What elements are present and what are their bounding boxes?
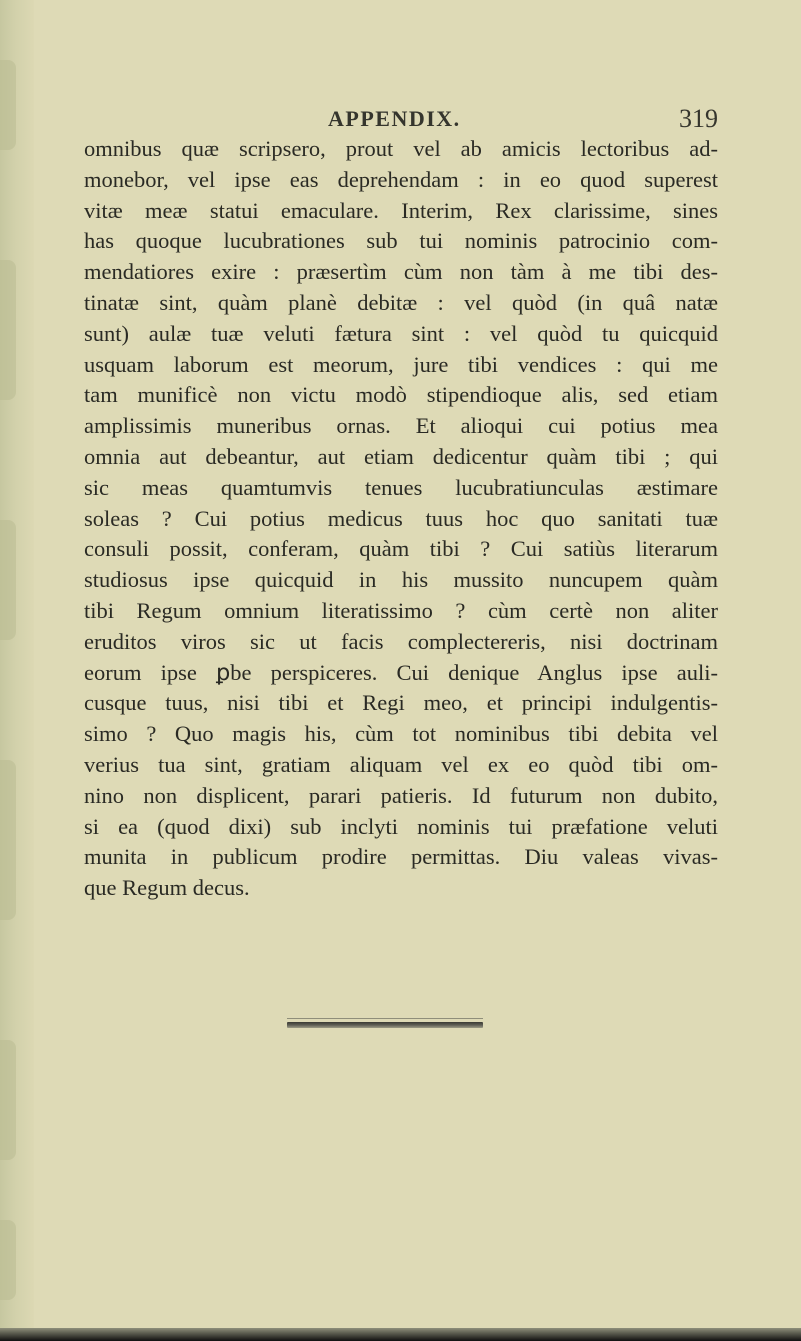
text-line: omnibus quæ scripsero, prout vel ab amicis lectoribus ad-: [84, 136, 718, 161]
page-number: 319: [679, 104, 718, 133]
page-bottom-edge: [0, 1328, 801, 1341]
gutter-stain: [0, 1220, 16, 1300]
gutter-stain: [0, 760, 16, 920]
ornament-rule-hairline: [287, 1018, 483, 1019]
text-line: studiosus ipse quicquid in his mussito nuncupem quàm: [84, 567, 718, 593]
gutter-stain: [0, 60, 16, 150]
running-head: [84, 104, 718, 134]
text-line: amplissimis muneribus ornas. Et alioqui cui potius mea: [84, 413, 718, 439]
text-line-final: que Regum decus.: [84, 875, 250, 901]
gutter-stain: [0, 520, 16, 640]
text-line: verius tua sint, gratiam aliquam vel ex eo quòd tibi om-: [84, 751, 718, 777]
text-line: nino non displicent, parari patieris. Id futurum non dubito,: [84, 782, 718, 808]
text-line: simo ? Quo magis his, cùm tot nominibus tibi debita vel: [84, 721, 718, 747]
text-line: omnia aut debeantur, aut etiam dedicentur quàm tibi ; qui: [84, 443, 718, 469]
body-text: [84, 134, 718, 904]
gutter-stain: [0, 1040, 16, 1160]
ornament-rule: [287, 1022, 483, 1028]
text-line: cusque tuus, nisi tibi et Regi meo, et principi indulgentis-: [84, 690, 718, 716]
text-line: monebor, vel ipse eas deprehendam : in eo quod superest: [84, 166, 718, 192]
text-line: mendatiores exire : præsertìm cùm non tàm à me tibi des-: [84, 259, 718, 285]
text-line: sic meas quamtumvis tenues lucubratiunculas æstimare: [84, 474, 718, 500]
gutter-stain: [0, 260, 16, 400]
text-line: munita in publicum prodire permittas. Diu valeas vivas-: [84, 844, 718, 870]
text-line: has quoque lucubrationes sub tui nominis patrocinio com-: [84, 228, 718, 254]
text-line: vitæ meæ statui emaculare. Interim, Rex clarissime, sines: [84, 197, 718, 223]
text-line: tinatæ sint, quàm planè debitæ : vel quòd (in quâ natæ: [84, 289, 718, 315]
text-line: tam munificè non victu modò stipendioque alis, sed etiam: [84, 382, 718, 408]
text-line: soleas ? Cui potius medicus tuus hoc quo sanitati tuæ: [84, 505, 718, 531]
text-line: sunt) aulæ tuæ veluti fætura sint : vel quòd tu quicquid: [84, 320, 718, 346]
binding-gutter: [0, 0, 34, 1341]
text-line: consuli possit, conferam, quàm tibi ? Cui satiùs literarum: [84, 536, 718, 562]
text-line: tibi Regum omnium literatissimo ? cùm certè non aliter: [84, 597, 718, 623]
text-line: usquam laborum est meorum, jure tibi vendices : qui me: [84, 351, 718, 377]
text-line: eorum ipse ꝑbe perspiceres. Cui denique Anglus ipse auli-: [84, 659, 718, 685]
text-line: si ea (quod dixi) sub inclyti nominis tui præfatione veluti: [84, 813, 718, 839]
text-line: eruditos viros sic ut facis complectereris, nisi doctrinam: [84, 628, 718, 654]
running-head-title: APPENDIX.: [328, 106, 461, 131]
